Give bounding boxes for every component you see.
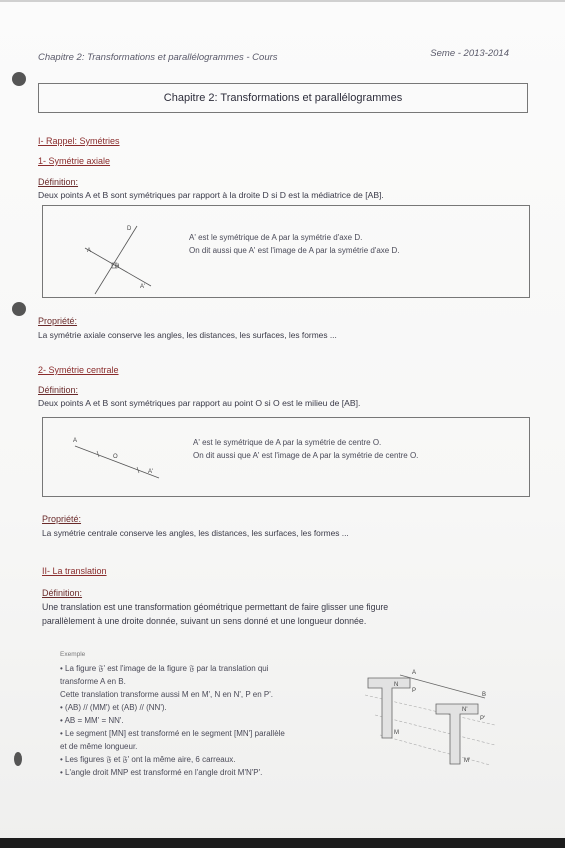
example-line-2: transforme A en B.: [60, 677, 126, 686]
figure-f-prime: [436, 704, 478, 764]
scan-top-edge: [0, 0, 565, 2]
example-line-3: Cette translation transforme aussi M en M', N en N', P en P'.: [60, 690, 273, 699]
example-line-6: • Le segment [MN] est transformé en le segment [MN'] parallèle: [60, 729, 285, 738]
label-m-prime: M': [464, 758, 471, 764]
translation-figure: [360, 660, 500, 775]
axial-definition-text: Deux points A et B sont symétriques par rapport à la droite D si D est la médiatrice de [AB].: [38, 190, 384, 200]
central-property-label: Propriété:: [42, 514, 82, 524]
chapter-title: Chapitre 2: Transformations et parallélogrammes: [163, 92, 403, 104]
binder-hole-middle: [12, 302, 26, 316]
translation-definition-label: Définition:: [42, 588, 83, 598]
example-line-9: • L'angle droit MNP est transformé en l'angle droit M'N'P'.: [60, 768, 263, 777]
example-label: Exemple: [60, 651, 86, 658]
segment-aoa-line: [75, 446, 159, 478]
central-box-line1: A' est le symétrique de A par la symétrie de centre O.: [193, 438, 382, 447]
label-h: H: [115, 264, 120, 270]
header-chapter: Chapitre 2: Transformations et parallélogrammes - Cours: [38, 52, 278, 63]
chapter-title-box: [38, 83, 528, 113]
label-a: A: [73, 438, 78, 444]
subsection-axial-heading: 1- Symétrie axiale: [38, 156, 111, 166]
central-definition-label: Définition:: [38, 385, 79, 395]
binder-hole-top: [12, 72, 26, 86]
figure-f: [368, 678, 410, 738]
example-line-5: • AB = MM' = NN'.: [60, 716, 124, 725]
label-a-prime: A': [148, 469, 154, 475]
translation-guide-2: [375, 715, 495, 745]
section-1-heading: I- Rappel: Symétries: [38, 136, 120, 146]
label-m: M: [394, 730, 399, 736]
axial-property-text: La symétrie axiale conserve les angles, les distances, les surfaces, les formes ...: [38, 330, 337, 340]
translation-definition-line1: Une translation est une transformation géométrique permettant de faire glisser une figure: [42, 602, 389, 612]
label-p-prime: P': [480, 716, 486, 722]
label-a: A: [87, 248, 92, 254]
axial-example-box: [42, 205, 530, 298]
header-year: Seme - 2013-2014: [430, 48, 509, 59]
central-definition-text: Deux points A et B sont symétriques par rapport au point O si O est le milieu de [AB].: [38, 398, 361, 408]
axis-d-line: [95, 226, 137, 294]
central-box-line2: On dit aussi que A' est l'image de A par la symétrie de centre O.: [193, 451, 419, 460]
label-a-prime: A': [140, 284, 146, 290]
label-b: B: [482, 692, 487, 698]
label-a: A: [412, 670, 417, 676]
central-example-box: [42, 417, 530, 497]
example-line-7: et de même longueur.: [60, 742, 138, 751]
axial-definition-label: Définition:: [38, 177, 79, 187]
axial-box-line2: On dit aussi que A' est l'image de A par la symétrie d'axe D.: [189, 246, 400, 255]
vector-ab: [400, 675, 485, 698]
binder-hole-bottom: [14, 752, 22, 766]
example-line-8: • Les figures 𝔉 et 𝔉' ont la même aire, 6 carreaux.: [60, 755, 236, 764]
central-property-text: La symétrie centrale conserve les angles, les distances, les surfaces, les formes ...: [42, 528, 349, 538]
central-symmetry-figure: [43, 418, 183, 496]
axial-symmetry-figure: [43, 206, 183, 297]
example-line-4: • (AB) // (MM') et (AB) // (NN').: [60, 703, 167, 712]
label-o: O: [113, 454, 118, 460]
label-p: P: [412, 688, 417, 694]
label-n-prime: N': [462, 707, 468, 713]
translation-definition-line2: parallèlement à une droite donnée, suivant un sens donné et une longueur donnée.: [42, 616, 367, 626]
axial-property-label: Propriété:: [38, 316, 78, 326]
scan-bottom-edge: [0, 838, 565, 848]
subsection-central-heading: 2- Symétrie centrale: [38, 365, 119, 375]
section-2-heading: II- La translation: [42, 566, 107, 576]
label-d: D: [127, 226, 132, 232]
label-n: N: [394, 682, 399, 688]
tick-mark-1: [97, 451, 99, 457]
axial-box-line1: A' est le symétrique de A par la symétrie d'axe D.: [189, 233, 363, 242]
example-line-1: • La figure 𝔉' est l'image de la figure 𝔉 par la translation qui: [60, 664, 269, 673]
